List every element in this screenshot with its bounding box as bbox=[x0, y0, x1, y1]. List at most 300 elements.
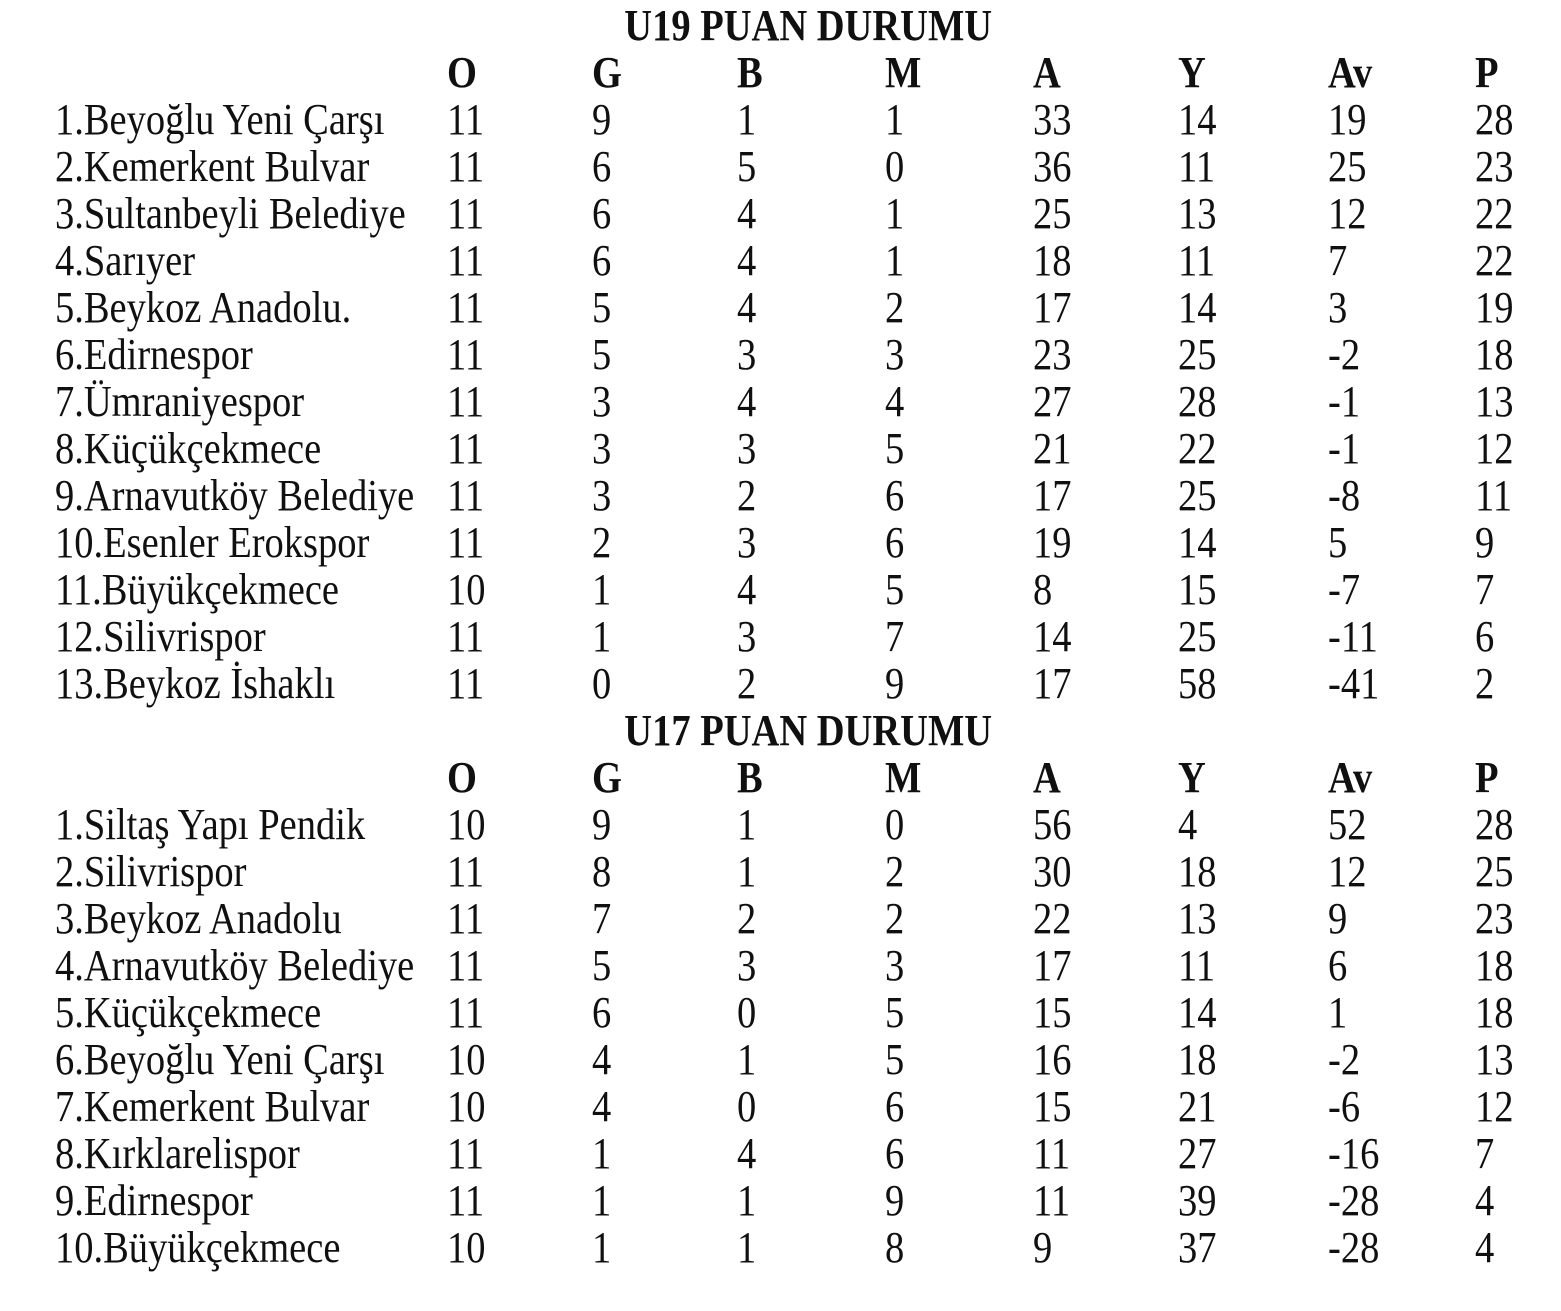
stat-value: 1 bbox=[592, 1129, 612, 1178]
stat-value: 13 bbox=[1178, 189, 1217, 238]
stat-cell-Av bbox=[1328, 284, 1475, 331]
team-name: 8.Küçükçekmece bbox=[55, 424, 322, 473]
table-row bbox=[0, 1130, 1561, 1177]
stat-value: 5 bbox=[885, 1035, 905, 1084]
stat-value: 6 bbox=[1475, 612, 1495, 661]
stat-value: 6 bbox=[885, 1129, 905, 1178]
stat-value: 39 bbox=[1178, 1176, 1217, 1225]
stat-cell-B bbox=[737, 96, 885, 143]
stat-value: 14 bbox=[1178, 988, 1217, 1037]
stat-cell-B bbox=[737, 1177, 885, 1224]
stat-value: 4 bbox=[1475, 1176, 1495, 1225]
stat-value: 10 bbox=[447, 1082, 486, 1131]
stat-cell-Y bbox=[1178, 284, 1328, 331]
column-header-G: G bbox=[592, 753, 622, 802]
stat-cell-Av bbox=[1328, 660, 1475, 707]
u17-table-title bbox=[0, 707, 1561, 754]
stat-cell-M bbox=[885, 472, 1033, 519]
column-header-Y: Y bbox=[1178, 753, 1206, 802]
team-name: 2.Silivrispor bbox=[55, 847, 247, 896]
stat-cell-Y bbox=[1178, 190, 1328, 237]
u17-title-text: U17 PUAN DURUMU bbox=[624, 706, 992, 755]
stat-value: 1 bbox=[737, 1223, 757, 1272]
stat-value: 6 bbox=[592, 189, 612, 238]
stat-value: 6 bbox=[885, 471, 905, 520]
stat-value: 28 bbox=[1178, 377, 1217, 426]
team-name: 6.Beyoğlu Yeni Çarşı bbox=[55, 1035, 385, 1084]
stat-cell-B bbox=[737, 848, 885, 895]
stat-value: 4 bbox=[592, 1082, 612, 1131]
stat-value: 1 bbox=[592, 612, 612, 661]
stat-cell-M bbox=[885, 660, 1033, 707]
stat-cell-Av bbox=[1328, 801, 1475, 848]
stat-cell-B bbox=[737, 190, 885, 237]
stat-value: 1 bbox=[885, 95, 905, 144]
team-name: 9.Arnavutköy Belediye bbox=[55, 471, 415, 520]
stat-value: 11 bbox=[447, 471, 485, 520]
stat-cell-B bbox=[737, 1224, 885, 1271]
stat-cell-P bbox=[1475, 660, 1561, 707]
stat-value: 10 bbox=[447, 565, 486, 614]
column-header-B: B bbox=[737, 753, 763, 802]
stat-value: 6 bbox=[885, 1082, 905, 1131]
stat-cell-P bbox=[1475, 331, 1561, 378]
stat-cell-G bbox=[592, 566, 737, 613]
stat-cell-G bbox=[592, 472, 737, 519]
stat-cell-O bbox=[447, 378, 592, 425]
stat-cell-Av bbox=[1328, 96, 1475, 143]
stat-value: 5 bbox=[592, 283, 612, 332]
stat-cell-O bbox=[447, 1083, 592, 1130]
stat-value: 21 bbox=[1178, 1082, 1217, 1131]
stat-value: 9 bbox=[592, 800, 612, 849]
stat-value: 11 bbox=[447, 95, 485, 144]
stat-cell-G bbox=[592, 331, 737, 378]
team-name-cell bbox=[0, 801, 447, 848]
stat-cell-Y bbox=[1178, 895, 1328, 942]
stat-cell-M bbox=[885, 848, 1033, 895]
stat-value: 7 bbox=[1475, 1129, 1495, 1178]
team-name: 3.Sultanbeyli Belediye bbox=[55, 189, 406, 238]
stat-value: 14 bbox=[1178, 518, 1217, 567]
stat-value: 23 bbox=[1033, 330, 1072, 379]
stat-value: 13 bbox=[1178, 894, 1217, 943]
stat-cell-Y bbox=[1178, 143, 1328, 190]
team-name-cell bbox=[0, 190, 447, 237]
stat-cell-M bbox=[885, 613, 1033, 660]
team-name: 7.Kemerkent Bulvar bbox=[55, 1082, 370, 1131]
stat-cell-Y bbox=[1178, 237, 1328, 284]
stat-cell-M bbox=[885, 331, 1033, 378]
stat-value: 11 bbox=[1475, 471, 1513, 520]
table-row bbox=[0, 613, 1561, 660]
stat-value: 1 bbox=[737, 1176, 757, 1225]
stat-value: 3 bbox=[592, 377, 612, 426]
stat-value: 0 bbox=[592, 659, 612, 708]
stat-cell-Y bbox=[1178, 1036, 1328, 1083]
stat-cell-M bbox=[885, 519, 1033, 566]
stat-cell-Av bbox=[1328, 425, 1475, 472]
stat-cell-Y bbox=[1178, 472, 1328, 519]
team-name: 4.Sarıyer bbox=[55, 236, 196, 285]
stat-value: 11 bbox=[447, 988, 485, 1037]
stat-cell-Y bbox=[1178, 613, 1328, 660]
stat-cell-A bbox=[1033, 1083, 1178, 1130]
stat-cell-G bbox=[592, 237, 737, 284]
stat-value: -28 bbox=[1328, 1223, 1380, 1272]
stat-cell-Av bbox=[1328, 378, 1475, 425]
stat-cell-P bbox=[1475, 1083, 1561, 1130]
column-header-Av: Av bbox=[1328, 48, 1373, 97]
stat-cell-M bbox=[885, 566, 1033, 613]
stat-cell-G bbox=[592, 1130, 737, 1177]
stat-cell-B bbox=[737, 1130, 885, 1177]
stat-value: -41 bbox=[1328, 659, 1380, 708]
table-row bbox=[0, 331, 1561, 378]
team-name: 7.Ümraniyespor bbox=[55, 377, 305, 426]
stat-cell-M bbox=[885, 989, 1033, 1036]
stat-cell-A bbox=[1033, 425, 1178, 472]
stat-value: 3 bbox=[737, 941, 757, 990]
stat-cell-M bbox=[885, 895, 1033, 942]
column-header-O: O bbox=[447, 48, 477, 97]
table-row bbox=[0, 519, 1561, 566]
stat-cell-B bbox=[737, 284, 885, 331]
stat-cell-A bbox=[1033, 660, 1178, 707]
stat-cell-P bbox=[1475, 1130, 1561, 1177]
stat-cell-P bbox=[1475, 425, 1561, 472]
stat-cell-Av bbox=[1328, 989, 1475, 1036]
stat-cell-O bbox=[447, 660, 592, 707]
team-name: 5.Beykoz Anadolu. bbox=[55, 283, 352, 332]
stat-cell-Av bbox=[1328, 190, 1475, 237]
stat-cell-A bbox=[1033, 190, 1178, 237]
stat-cell-O bbox=[447, 801, 592, 848]
stat-value: 11 bbox=[447, 847, 485, 896]
stat-value: 11 bbox=[1178, 142, 1216, 191]
team-name-cell bbox=[0, 1130, 447, 1177]
stat-value: 1 bbox=[885, 189, 905, 238]
stat-cell-M bbox=[885, 1036, 1033, 1083]
column-header-M: M bbox=[885, 48, 922, 97]
stat-value: 5 bbox=[885, 424, 905, 473]
stat-cell-B bbox=[737, 613, 885, 660]
column-header-A: A bbox=[1033, 753, 1061, 802]
stat-value: 1 bbox=[737, 1035, 757, 1084]
stat-cell-G bbox=[592, 1224, 737, 1271]
stat-value: 25 bbox=[1178, 612, 1217, 661]
stat-value: 25 bbox=[1178, 330, 1217, 379]
u17-header-row bbox=[0, 754, 1561, 801]
team-name-cell bbox=[0, 989, 447, 1036]
team-name: 4.Arnavutköy Belediye bbox=[55, 941, 415, 990]
stat-value: 6 bbox=[592, 988, 612, 1037]
team-name-cell bbox=[0, 1177, 447, 1224]
stat-value: 13 bbox=[1475, 1035, 1514, 1084]
stat-cell-M bbox=[885, 143, 1033, 190]
stat-cell-O bbox=[447, 989, 592, 1036]
stat-cell-P bbox=[1475, 378, 1561, 425]
stat-value: 11 bbox=[447, 612, 485, 661]
stat-value: 1 bbox=[737, 95, 757, 144]
team-name: 3.Beykoz Anadolu bbox=[55, 894, 342, 943]
team-name-cell bbox=[0, 942, 447, 989]
stat-value: 1 bbox=[737, 800, 757, 849]
stat-value: 3 bbox=[737, 330, 757, 379]
stat-value: 11 bbox=[447, 142, 485, 191]
stat-value: 4 bbox=[737, 1129, 757, 1178]
team-name: 9.Edirnespor bbox=[55, 1176, 253, 1225]
stat-cell-B bbox=[737, 989, 885, 1036]
stat-cell-P bbox=[1475, 190, 1561, 237]
stat-value: 17 bbox=[1033, 659, 1072, 708]
team-name: 1.Siltaş Yapı Pendik bbox=[55, 800, 366, 849]
stat-value: 2 bbox=[737, 659, 757, 708]
table-row bbox=[0, 378, 1561, 425]
stat-value: 23 bbox=[1475, 894, 1514, 943]
stat-cell-P bbox=[1475, 848, 1561, 895]
stat-value: 11 bbox=[447, 941, 485, 990]
team-name: 1.Beyoğlu Yeni Çarşı bbox=[55, 95, 385, 144]
stat-cell-Y bbox=[1178, 1130, 1328, 1177]
stat-cell-Av bbox=[1328, 942, 1475, 989]
stat-value: 11 bbox=[447, 1176, 485, 1225]
stat-cell-Av bbox=[1328, 895, 1475, 942]
stat-cell-P bbox=[1475, 284, 1561, 331]
stat-value: -7 bbox=[1328, 565, 1361, 614]
stat-value: 25 bbox=[1178, 471, 1217, 520]
stat-value: 2 bbox=[592, 518, 612, 567]
stat-value: 25 bbox=[1475, 847, 1514, 896]
stat-value: 0 bbox=[885, 800, 905, 849]
column-header-Av: Av bbox=[1328, 753, 1373, 802]
stat-value: 1 bbox=[592, 1223, 612, 1272]
table-row bbox=[0, 989, 1561, 1036]
stat-cell-B bbox=[737, 472, 885, 519]
stat-cell-A bbox=[1033, 566, 1178, 613]
table-row bbox=[0, 1177, 1561, 1224]
stat-value: 17 bbox=[1033, 941, 1072, 990]
stat-value: 11 bbox=[447, 1129, 485, 1178]
stat-value: 28 bbox=[1475, 800, 1514, 849]
team-name: 6.Edirnespor bbox=[55, 330, 253, 379]
stat-cell-A bbox=[1033, 143, 1178, 190]
stat-value: 19 bbox=[1328, 95, 1367, 144]
stat-value: 6 bbox=[1328, 941, 1348, 990]
stat-cell-M bbox=[885, 942, 1033, 989]
stat-value: -6 bbox=[1328, 1082, 1361, 1131]
stat-cell-M bbox=[885, 1130, 1033, 1177]
stat-cell-P bbox=[1475, 566, 1561, 613]
stat-value: 1 bbox=[885, 236, 905, 285]
u19-standings-table bbox=[0, 2, 1561, 707]
team-name-cell bbox=[0, 1224, 447, 1271]
stat-value: 3 bbox=[592, 424, 612, 473]
stat-cell-O bbox=[447, 425, 592, 472]
stat-value: 5 bbox=[737, 142, 757, 191]
stat-value: 4 bbox=[885, 377, 905, 426]
stat-cell-Av bbox=[1328, 566, 1475, 613]
stat-value: 25 bbox=[1033, 189, 1072, 238]
stat-cell-Av bbox=[1328, 143, 1475, 190]
stat-value: 18 bbox=[1475, 941, 1514, 990]
stat-cell-P bbox=[1475, 613, 1561, 660]
stat-value: 9 bbox=[1475, 518, 1495, 567]
column-header-P: P bbox=[1475, 48, 1499, 97]
stat-cell-Y bbox=[1178, 801, 1328, 848]
stat-cell-M bbox=[885, 1224, 1033, 1271]
stat-value: 3 bbox=[737, 612, 757, 661]
stat-value: 0 bbox=[737, 1082, 757, 1131]
stat-value: -16 bbox=[1328, 1129, 1380, 1178]
stat-value: 37 bbox=[1178, 1223, 1217, 1272]
stat-cell-M bbox=[885, 1177, 1033, 1224]
stat-cell-P bbox=[1475, 519, 1561, 566]
stat-cell-O bbox=[447, 566, 592, 613]
stat-cell-G bbox=[592, 1083, 737, 1130]
stat-cell-O bbox=[447, 331, 592, 378]
team-name: 11.Büyükçekmece bbox=[55, 565, 340, 614]
stat-cell-P bbox=[1475, 237, 1561, 284]
stat-value: 2 bbox=[1475, 659, 1495, 708]
stat-cell-G bbox=[592, 613, 737, 660]
table-row bbox=[0, 190, 1561, 237]
column-header-M: M bbox=[885, 753, 922, 802]
stat-value: 3 bbox=[1328, 283, 1348, 332]
stat-cell-M bbox=[885, 1083, 1033, 1130]
stat-cell-A bbox=[1033, 237, 1178, 284]
team-name-cell bbox=[0, 895, 447, 942]
stat-value: 9 bbox=[592, 95, 612, 144]
stat-cell-G bbox=[592, 378, 737, 425]
stat-value: 15 bbox=[1033, 988, 1072, 1037]
stat-value: 18 bbox=[1475, 330, 1514, 379]
stat-cell-Y bbox=[1178, 331, 1328, 378]
stat-value: 15 bbox=[1178, 565, 1217, 614]
stat-value: 2 bbox=[737, 894, 757, 943]
team-name: 5.Küçükçekmece bbox=[55, 988, 322, 1037]
stat-cell-G bbox=[592, 1036, 737, 1083]
stat-value: 11 bbox=[1033, 1129, 1071, 1178]
stat-value: 4 bbox=[737, 189, 757, 238]
stat-cell-G bbox=[592, 190, 737, 237]
stat-value: 36 bbox=[1033, 142, 1072, 191]
stat-cell-Y bbox=[1178, 848, 1328, 895]
stat-value: 8 bbox=[1033, 565, 1053, 614]
stat-value: 12 bbox=[1328, 847, 1367, 896]
stat-cell-G bbox=[592, 519, 737, 566]
stat-value: -1 bbox=[1328, 424, 1361, 473]
team-name-cell bbox=[0, 566, 447, 613]
stat-value: 11 bbox=[447, 518, 485, 567]
u19-table-rows bbox=[0, 96, 1561, 707]
stat-cell-A bbox=[1033, 613, 1178, 660]
stat-value: 6 bbox=[592, 236, 612, 285]
team-name-cell bbox=[0, 519, 447, 566]
stat-value: 10 bbox=[447, 800, 486, 849]
stat-value: 19 bbox=[1033, 518, 1072, 567]
table-row bbox=[0, 1083, 1561, 1130]
stat-value: 12 bbox=[1475, 1082, 1514, 1131]
table-row bbox=[0, 660, 1561, 707]
stat-value: -1 bbox=[1328, 377, 1361, 426]
stat-cell-O bbox=[447, 895, 592, 942]
stat-value: 27 bbox=[1033, 377, 1072, 426]
table-row bbox=[0, 942, 1561, 989]
stat-value: 3 bbox=[885, 941, 905, 990]
stat-cell-G bbox=[592, 284, 737, 331]
stat-cell-P bbox=[1475, 1177, 1561, 1224]
stat-value: 16 bbox=[1033, 1035, 1072, 1084]
stat-value: 33 bbox=[1033, 95, 1072, 144]
stat-value: 5 bbox=[592, 941, 612, 990]
stat-cell-Y bbox=[1178, 1177, 1328, 1224]
table-row bbox=[0, 848, 1561, 895]
stat-value: 11 bbox=[447, 330, 485, 379]
stat-value: 17 bbox=[1033, 283, 1072, 332]
stat-value: 12 bbox=[1328, 189, 1367, 238]
table-row bbox=[0, 237, 1561, 284]
stat-cell-G bbox=[592, 848, 737, 895]
stat-cell-A bbox=[1033, 848, 1178, 895]
stat-value: 10 bbox=[447, 1035, 486, 1084]
stat-value: 14 bbox=[1178, 283, 1217, 332]
stat-cell-P bbox=[1475, 989, 1561, 1036]
stat-value: 1 bbox=[1328, 988, 1348, 1037]
stat-cell-M bbox=[885, 801, 1033, 848]
stat-value: 4 bbox=[737, 283, 757, 332]
stat-value: -8 bbox=[1328, 471, 1361, 520]
stat-value: 18 bbox=[1178, 1035, 1217, 1084]
stat-cell-O bbox=[447, 942, 592, 989]
stat-value: 22 bbox=[1033, 894, 1072, 943]
stat-value: 8 bbox=[885, 1223, 905, 1272]
stat-cell-Y bbox=[1178, 989, 1328, 1036]
stat-value: 4 bbox=[737, 377, 757, 426]
stat-cell-O bbox=[447, 472, 592, 519]
table-row bbox=[0, 472, 1561, 519]
team-name-cell bbox=[0, 472, 447, 519]
stat-value: 11 bbox=[1033, 1176, 1071, 1225]
stat-cell-Av bbox=[1328, 519, 1475, 566]
team-name: 10.Esenler Erokspor bbox=[55, 518, 370, 567]
stat-cell-A bbox=[1033, 378, 1178, 425]
team-name: 2.Kemerkent Bulvar bbox=[55, 142, 370, 191]
stat-cell-O bbox=[447, 1036, 592, 1083]
table-row bbox=[0, 1036, 1561, 1083]
stat-value: 14 bbox=[1178, 95, 1217, 144]
stat-value: 8 bbox=[592, 847, 612, 896]
stat-value: 52 bbox=[1328, 800, 1367, 849]
stat-value: 7 bbox=[885, 612, 905, 661]
stat-cell-Y bbox=[1178, 1083, 1328, 1130]
stat-cell-Y bbox=[1178, 1224, 1328, 1271]
stat-value: 11 bbox=[447, 377, 485, 426]
team-name-cell bbox=[0, 425, 447, 472]
team-name-cell bbox=[0, 237, 447, 284]
team-name-cell bbox=[0, 143, 447, 190]
stat-value: 3 bbox=[885, 330, 905, 379]
stat-value: 11 bbox=[447, 189, 485, 238]
stat-cell-Av bbox=[1328, 237, 1475, 284]
stat-value: 1 bbox=[592, 565, 612, 614]
table-row bbox=[0, 284, 1561, 331]
stat-cell-G bbox=[592, 96, 737, 143]
team-name-cell bbox=[0, 613, 447, 660]
stat-value: 7 bbox=[592, 894, 612, 943]
team-name-cell bbox=[0, 1036, 447, 1083]
u17-table-rows bbox=[0, 801, 1561, 1271]
